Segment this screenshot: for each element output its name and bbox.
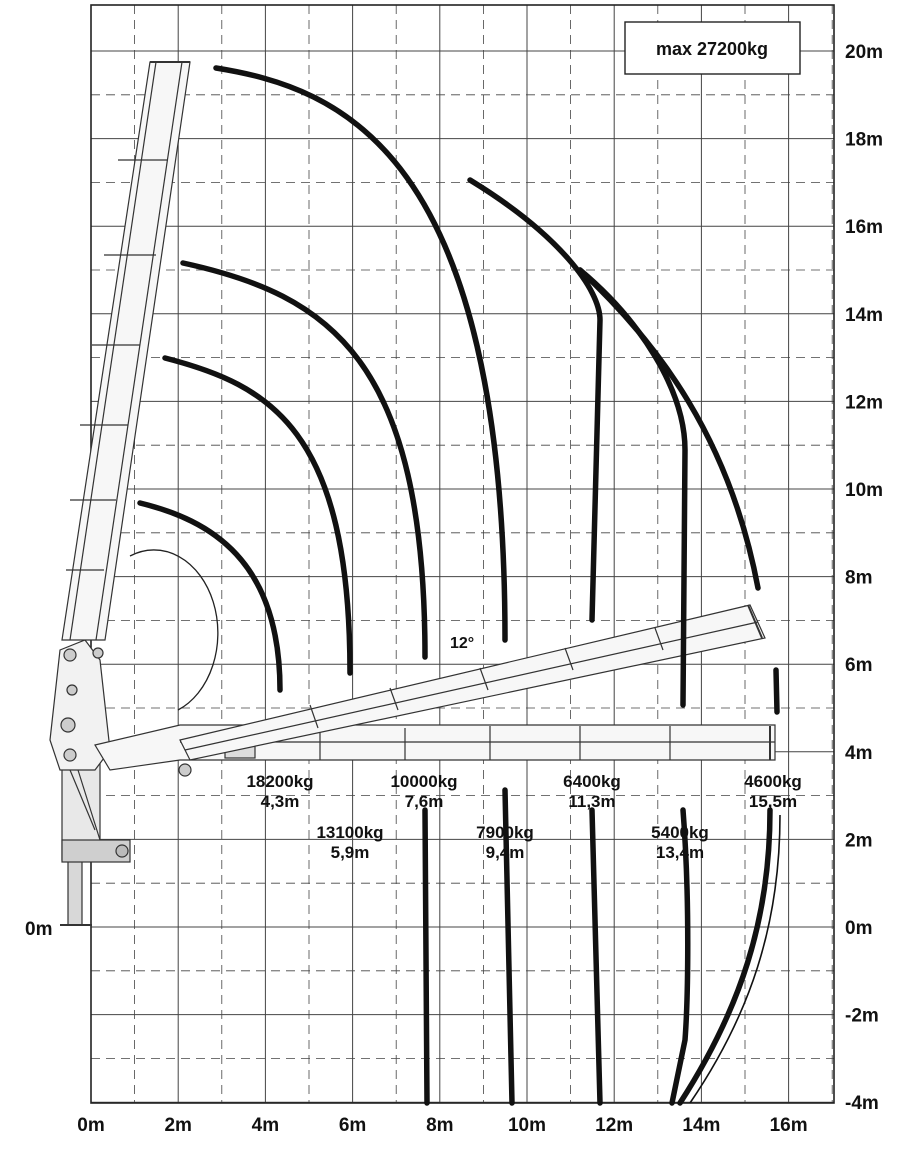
load-value-label: 18200kg xyxy=(246,772,314,791)
load-value-label: 7900kg xyxy=(476,823,534,842)
y-tick-label: 4m xyxy=(845,742,873,764)
reach-value-label: 11,3m xyxy=(568,792,616,811)
y-tick-label: 10m xyxy=(845,480,884,501)
y-tick-label: 2m xyxy=(845,830,873,852)
load-value-label: 5400kg xyxy=(651,823,709,842)
x-tick-label: 0m xyxy=(77,1115,105,1136)
reach-value-label: 15,5m xyxy=(748,792,798,811)
x-tick-label: 4m xyxy=(251,1115,280,1136)
y-tick-label: 20m xyxy=(845,42,884,63)
x-tick-label: 14m xyxy=(682,1115,721,1136)
x-tick-label: 10m xyxy=(507,1115,547,1136)
load-curve xyxy=(776,670,777,712)
max-capacity-box xyxy=(625,22,800,74)
y-tick-label: 12m xyxy=(845,392,884,414)
y-tick-label: 8m xyxy=(845,567,873,589)
x-tick-label: 8m xyxy=(426,1115,454,1136)
reach-value-label: 13,4m xyxy=(655,843,705,862)
y-tick-label: 18m xyxy=(845,129,884,151)
y-tick-label: 6m xyxy=(845,655,873,677)
load-value-label: 6400kg xyxy=(563,772,621,791)
reach-value-label: 5,9m xyxy=(330,843,370,862)
load-value-label: 10000kg xyxy=(390,772,458,791)
x-tick-label: 16m xyxy=(769,1115,808,1136)
load-value-label: 4600kg xyxy=(744,772,802,791)
x-tick-label: 6m xyxy=(338,1115,367,1136)
reach-value-label: 9,4m xyxy=(485,843,525,862)
reach-value-label: 4,3m xyxy=(260,792,300,811)
y-tick-label: 16m xyxy=(845,217,884,239)
reach-value-label: 7,6m xyxy=(404,792,444,811)
y-tick-label: -2m xyxy=(845,1005,879,1027)
max-capacity-text: max 27200kg xyxy=(655,39,769,59)
x-tick-label: 2m xyxy=(164,1115,192,1136)
load-curve xyxy=(425,810,427,1103)
x-axis-labels xyxy=(77,1115,807,1136)
y-tick-label: -4m xyxy=(845,1093,879,1115)
boom-angle-label: 12° xyxy=(450,635,475,652)
y-tick-label: 14m xyxy=(845,304,884,326)
load-value-label: 13100kg xyxy=(316,823,384,842)
y-left-zero-label: 0m xyxy=(25,919,53,940)
x-tick-label: 12m xyxy=(595,1115,634,1136)
y-tick-label: 0m xyxy=(845,918,873,939)
